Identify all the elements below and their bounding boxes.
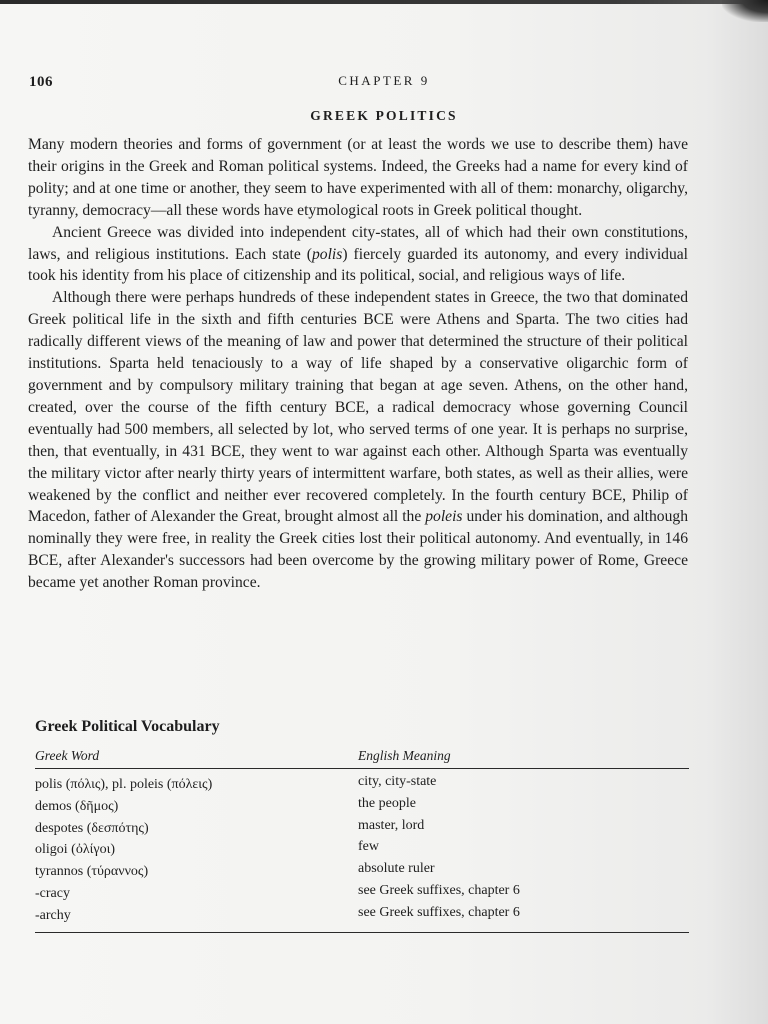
italic-term: poleis [425, 508, 463, 526]
paragraph-text: ) fiercely guarded its autonomy, and every individual took his identity from his place of citizenship and its political, social, and religious ways of life. [28, 245, 689, 285]
greek-word: tyrannos (τύραννος) [35, 864, 149, 880]
greek-word: oligoi (ὀλίγοι) [35, 842, 116, 858]
scan-corner-shadow [722, 0, 768, 22]
paragraph-text: Many modern theories and forms of government (or at least the words we use to describe them) have their origins in the Greek and Roman political systems. Indeed, the Greeks had a name for every kind of polity; and at one time or another, they seem to have experimented with all of them: monarchy, oligarchy, tyranny, democracy—all these words have etymological roots in Greek political thought. [28, 136, 688, 219]
section-title: GREEK POLITICS [310, 108, 458, 123]
greek-word: -cracy [35, 885, 70, 901]
greek-word: polis (πόλις), pl. poleis (πόλεις) [35, 777, 213, 792]
body-paragraph [28, 222, 688, 288]
paragraph-text: Although there were perhaps hundreds of these independent states in Greece, the two that dominated Greek political life in the sixth and fifth centuries BCE were Athens and Sparta. The two cities had radically different views of the meaning of law and power that determined the structure of their political institutions. Sparta held tenaciously to a way of life shaped by a conservative oligarchic form of government and by compulsory military training that began at age seven. Athens, on the other hand, created, over the course of the fifth century BCE, a radical democracy whose governing Council eventually had 500 members, all selected by lot, who served terms of one year. It is perhaps no surprise, then, that eventually, in 431 BCE, they went to war against each other. Although Sparta was eventually the military victor after nearly thirty years of intermittent warfare, both states, as well as their allies, were weakened by the conflict and neither ever recovered completely. In the fourth century BCE, Philip of Macedon, father of Alexander the Great, brought almost all the [28, 289, 688, 526]
vocabulary-column-headers [35, 746, 689, 766]
vocabulary-heading: Greek Political Vocabulary [35, 718, 220, 735]
body-text [28, 134, 688, 594]
english-meaning: master, lord [358, 817, 425, 833]
italic-term: polis [311, 245, 343, 263]
column-header-greek-word: Greek Word [35, 748, 100, 763]
greek-word: despotes (δεσπότης) [35, 820, 149, 836]
greek-word: -archy [35, 907, 71, 923]
page-number: 106 [29, 74, 53, 90]
greek-word: demos (δῆμος) [35, 798, 119, 814]
vocabulary-rows [35, 769, 689, 930]
english-meaning: few [358, 839, 379, 855]
english-meaning: see Greek suffixes, chapter 6 [358, 904, 520, 920]
vocabulary-table [35, 746, 689, 933]
body-paragraph [28, 287, 688, 594]
paragraph-text: under his domination, and although nominally they were free, in reality the Greek cities lost their political autonomy. And eventually, in 146 BCE, after Alexander's successors had been overcome by the growing military power of Rome, Greece became yet another Roman province. [28, 508, 688, 592]
table-bottom-rule [35, 932, 689, 933]
paragraph-text: Ancient Greece was divided into independent city-states, all of which had their own constitutions, laws, and religious institutions. Each state ( [28, 223, 688, 263]
vocabulary-row [35, 904, 689, 930]
column-header-english-meaning: English Meaning [358, 748, 451, 763]
english-meaning: city, city-state [358, 774, 437, 789]
scan-top-edge [0, 0, 768, 4]
running-head: CHAPTER 9 [338, 73, 430, 88]
english-meaning: the people [358, 795, 416, 811]
english-meaning: see Greek suffixes, chapter 6 [358, 882, 520, 898]
body-paragraph [28, 134, 688, 222]
english-meaning: absolute ruler [358, 861, 435, 877]
